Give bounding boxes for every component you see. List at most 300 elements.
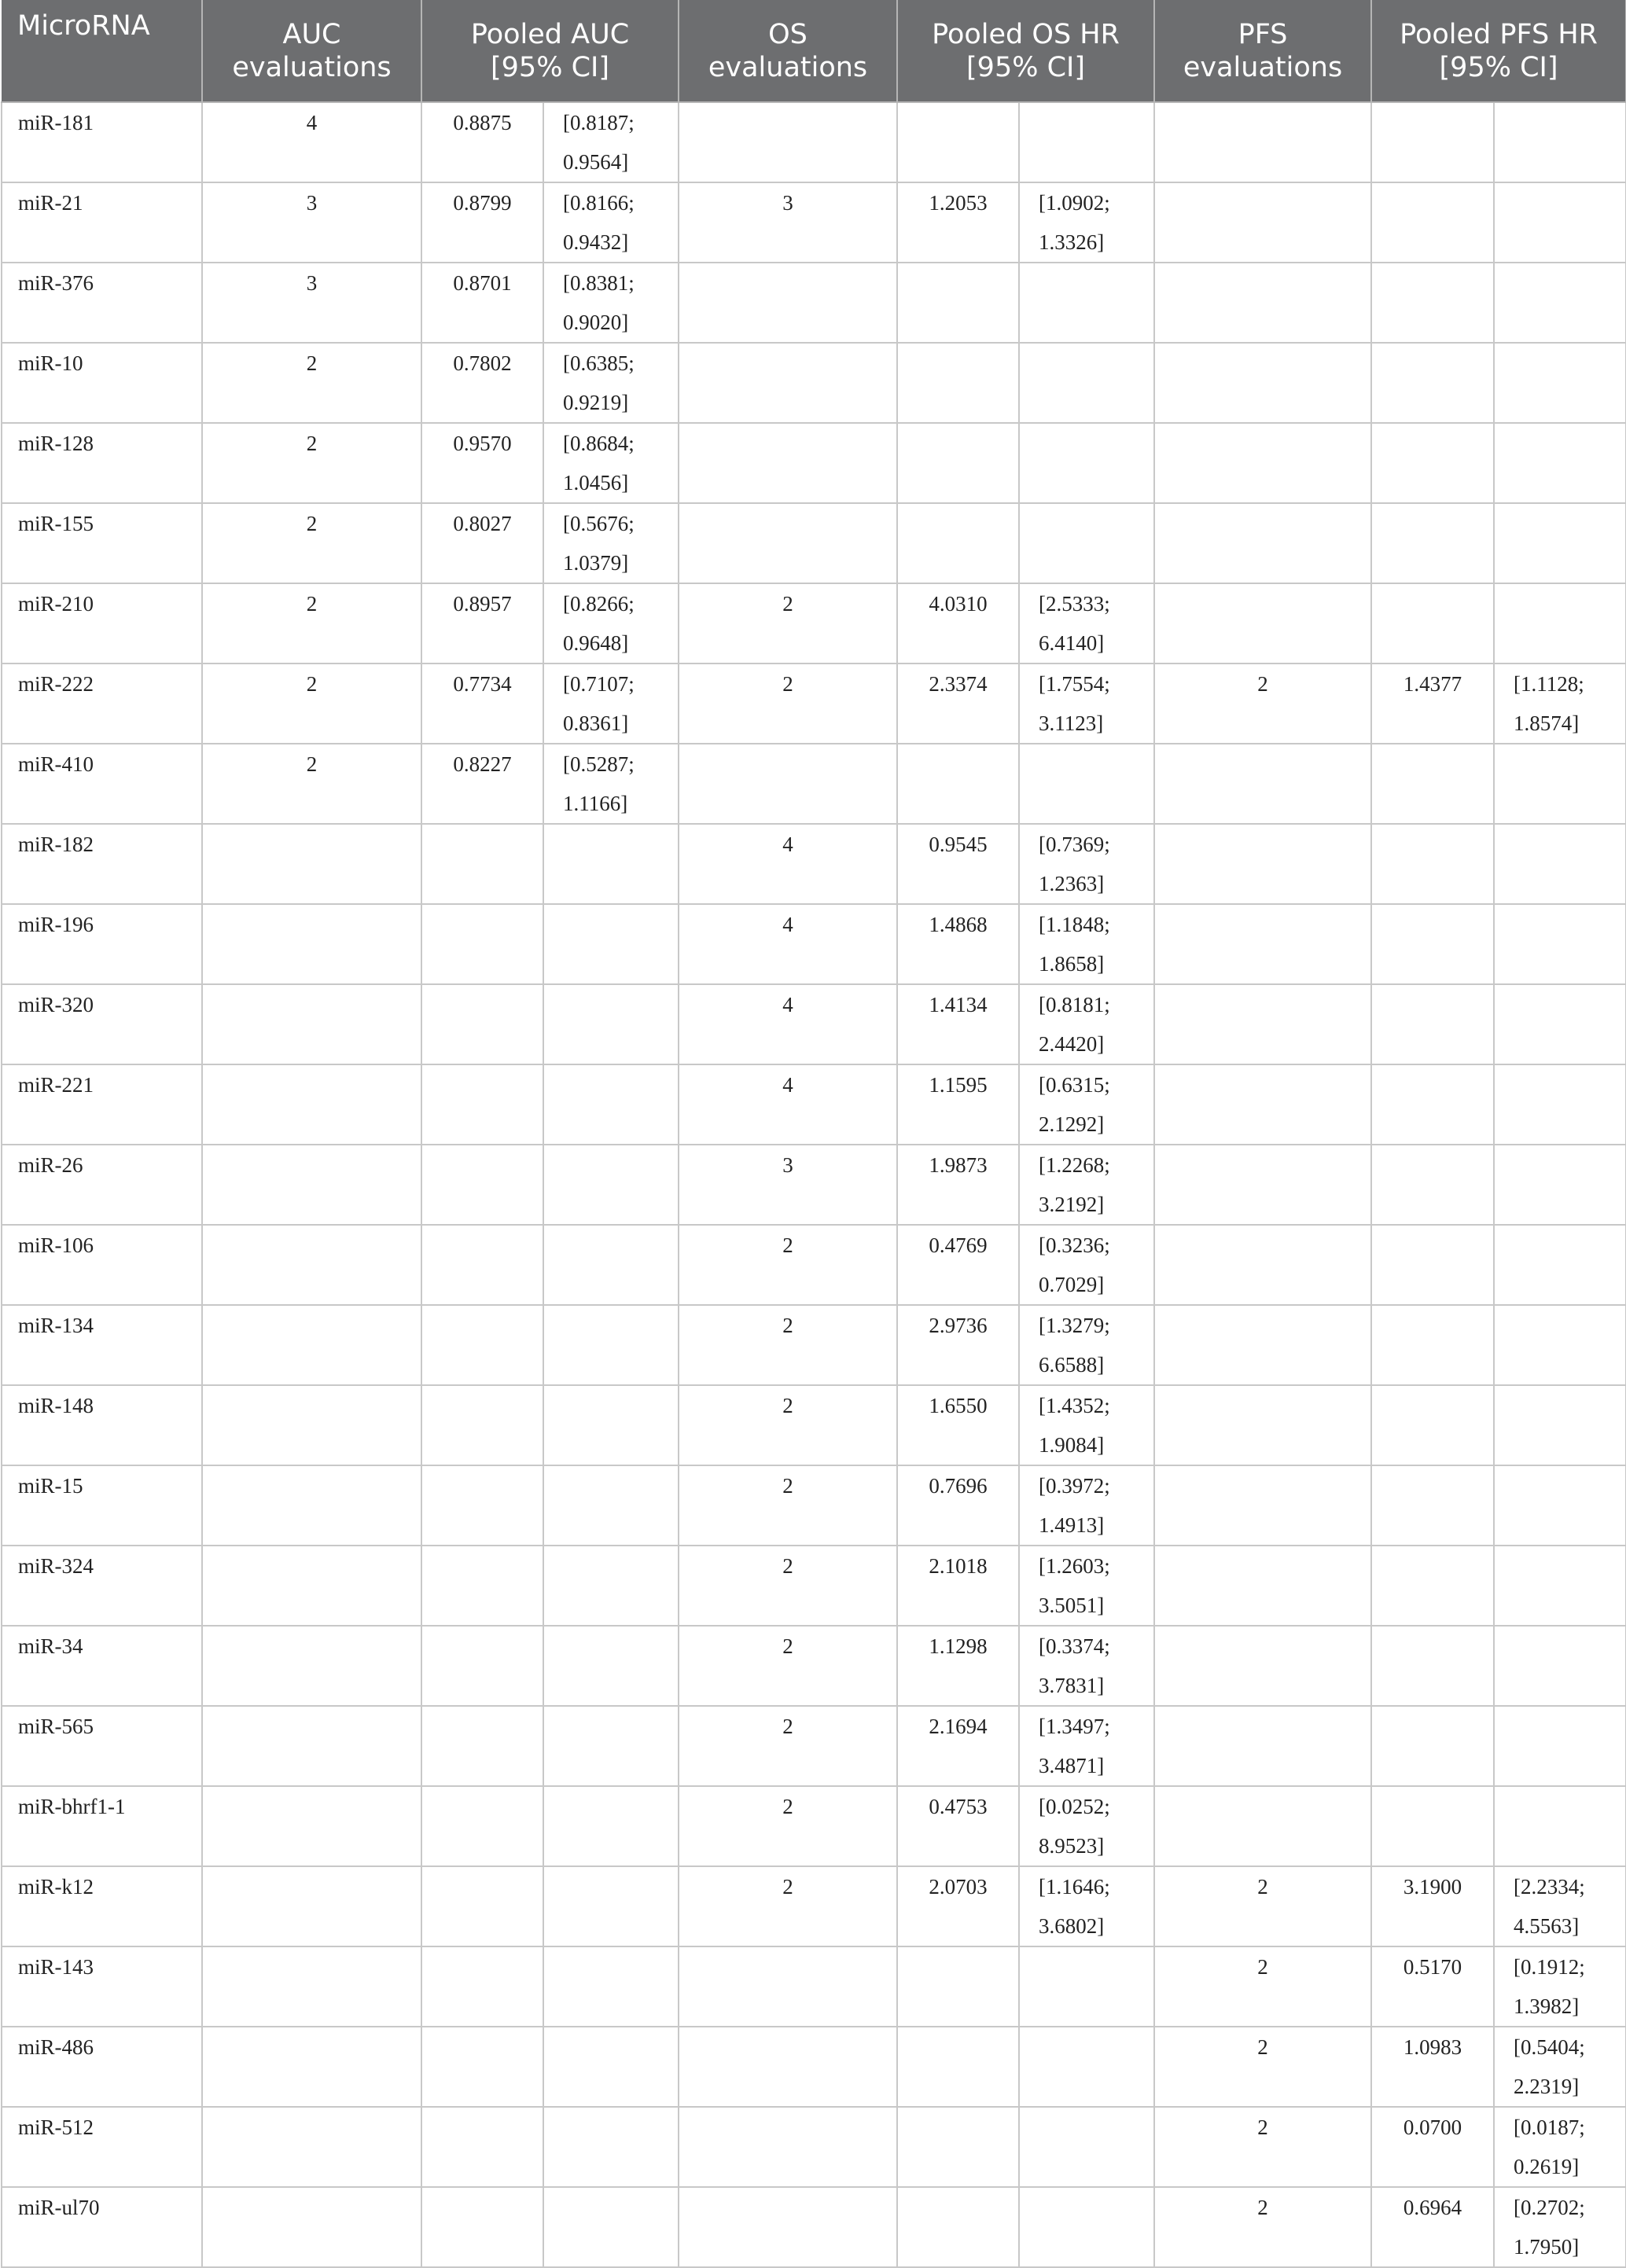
pooled-pfs-hr-ci-cell	[1494, 182, 1626, 263]
pooled-auc-cell: 0.8027	[421, 503, 543, 583]
pooled-pfs-hr-cell	[1371, 423, 1494, 503]
microrna-cell: miR-222	[2, 663, 202, 744]
auc-evaluations-cell	[202, 1946, 421, 2027]
pooled-auc-cell	[421, 1064, 543, 1145]
pooled-pfs-hr-ci-cell	[1494, 343, 1626, 423]
pfs-evaluations-cell: 2	[1154, 2187, 1371, 2267]
table-row	[2, 1866, 1626, 1946]
pooled-auc-ci-cell: [0.8166; 0.9432]	[543, 182, 679, 263]
pooled-os-hr-cell	[897, 744, 1019, 824]
pooled-os-hr-cell: 2.9736	[897, 1305, 1019, 1385]
pooled-os-hr-cell: 1.4868	[897, 904, 1019, 984]
auc-evaluations-cell	[202, 2187, 421, 2267]
microrna-cell: miR-bhrf1-1	[2, 1786, 202, 1866]
table-row	[2, 2187, 1626, 2267]
pfs-evaluations-cell	[1154, 1706, 1371, 1786]
pooled-auc-ci-cell	[543, 1385, 679, 1465]
table-row	[2, 583, 1626, 663]
pooled-os-hr-ci-cell	[1019, 2187, 1154, 2267]
pfs-evaluations-cell	[1154, 102, 1371, 182]
pooled-pfs-hr-cell: 0.5170	[1371, 1946, 1494, 2027]
pooled-os-hr-cell	[897, 503, 1019, 583]
pooled-pfs-hr-ci-cell	[1494, 1546, 1626, 1626]
pooled-auc-cell: 0.8799	[421, 182, 543, 263]
pooled-pfs-hr-cell: 0.0700	[1371, 2107, 1494, 2187]
microrna-cell: miR-182	[2, 824, 202, 904]
pooled-pfs-hr-ci-cell: [0.1912; 1.3982]	[1494, 1946, 1626, 2027]
pooled-auc-cell: 0.8227	[421, 744, 543, 824]
auc-evaluations-cell: 3	[202, 182, 421, 263]
microrna-cell: miR-34	[2, 1626, 202, 1706]
pooled-os-hr-ci-cell: [1.1646; 3.6802]	[1019, 1866, 1154, 1946]
auc-evaluations-cell	[202, 984, 421, 1064]
table-row	[2, 663, 1626, 744]
auc-evaluations-cell: 2	[202, 583, 421, 663]
auc-evaluations-cell	[202, 2107, 421, 2187]
pooled-pfs-hr-ci-cell	[1494, 263, 1626, 343]
pooled-pfs-hr-cell	[1371, 984, 1494, 1064]
table-row	[2, 263, 1626, 343]
pooled-auc-ci-cell	[543, 1626, 679, 1706]
pfs-evaluations-cell	[1154, 1626, 1371, 1706]
os-evaluations-cell	[679, 343, 897, 423]
pooled-pfs-hr-cell: 3.1900	[1371, 1866, 1494, 1946]
pooled-os-hr-ci-cell: [1.2603; 3.5051]	[1019, 1546, 1154, 1626]
pooled-pfs-hr-ci-cell	[1494, 904, 1626, 984]
table-row	[2, 1225, 1626, 1305]
pooled-os-hr-ci-cell: [1.7554; 3.1123]	[1019, 663, 1154, 744]
pooled-os-hr-cell	[897, 263, 1019, 343]
pooled-os-hr-cell	[897, 2027, 1019, 2107]
os-evaluations-cell	[679, 102, 897, 182]
pooled-pfs-hr-cell	[1371, 904, 1494, 984]
os-evaluations-cell: 2	[679, 1786, 897, 1866]
os-evaluations-cell	[679, 1946, 897, 2027]
pooled-os-hr-ci-cell: [1.3279; 6.6588]	[1019, 1305, 1154, 1385]
pooled-os-hr-cell: 4.0310	[897, 583, 1019, 663]
microrna-cell: miR-324	[2, 1546, 202, 1626]
header-pooled-auc: Pooled AUC [95% CI]	[421, 0, 679, 102]
pooled-os-hr-cell: 0.4753	[897, 1786, 1019, 1866]
pooled-auc-cell	[421, 1706, 543, 1786]
pooled-pfs-hr-ci-cell	[1494, 1786, 1626, 1866]
pooled-pfs-hr-cell	[1371, 583, 1494, 663]
pfs-evaluations-cell	[1154, 503, 1371, 583]
pooled-os-hr-ci-cell	[1019, 2027, 1154, 2107]
pooled-auc-cell	[421, 1385, 543, 1465]
microrna-cell: miR-15	[2, 1465, 202, 1546]
pfs-evaluations-cell: 2	[1154, 663, 1371, 744]
pooled-os-hr-cell: 1.1298	[897, 1626, 1019, 1706]
pooled-pfs-hr-cell	[1371, 1465, 1494, 1546]
pooled-os-hr-ci-cell: [0.7369; 1.2363]	[1019, 824, 1154, 904]
pooled-auc-cell	[421, 984, 543, 1064]
pooled-pfs-hr-cell	[1371, 1385, 1494, 1465]
table-row	[2, 824, 1626, 904]
table-row	[2, 1706, 1626, 1786]
pfs-evaluations-cell	[1154, 1385, 1371, 1465]
pooled-pfs-hr-ci-cell	[1494, 1465, 1626, 1546]
table-row	[2, 1946, 1626, 2027]
microrna-cell: miR-106	[2, 1225, 202, 1305]
pooled-pfs-hr-ci-cell	[1494, 824, 1626, 904]
pfs-evaluations-cell	[1154, 182, 1371, 263]
pooled-auc-cell	[421, 1786, 543, 1866]
pooled-auc-cell	[421, 1465, 543, 1546]
pooled-pfs-hr-ci-cell	[1494, 1626, 1626, 1706]
pooled-auc-cell	[421, 2107, 543, 2187]
pooled-pfs-hr-ci-cell	[1494, 423, 1626, 503]
pooled-auc-cell	[421, 1145, 543, 1225]
pfs-evaluations-cell	[1154, 984, 1371, 1064]
pfs-evaluations-cell: 2	[1154, 1866, 1371, 1946]
header-pooled-pfs-hr: Pooled PFS HR [95% CI]	[1371, 0, 1626, 102]
pooled-os-hr-ci-cell	[1019, 343, 1154, 423]
pfs-evaluations-cell: 2	[1154, 1946, 1371, 2027]
pooled-pfs-hr-cell	[1371, 1225, 1494, 1305]
pooled-auc-ci-cell	[543, 2187, 679, 2267]
os-evaluations-cell: 4	[679, 984, 897, 1064]
pooled-auc-cell: 0.8875	[421, 102, 543, 182]
table-row	[2, 1465, 1626, 1546]
pooled-os-hr-ci-cell	[1019, 102, 1154, 182]
header-pfs-evaluations: PFS evaluations	[1154, 0, 1371, 102]
pooled-os-hr-cell	[897, 1946, 1019, 2027]
pfs-evaluations-cell	[1154, 1546, 1371, 1626]
pfs-evaluations-cell	[1154, 1465, 1371, 1546]
pooled-auc-cell: 0.8701	[421, 263, 543, 343]
pooled-pfs-hr-cell	[1371, 1786, 1494, 1866]
pfs-evaluations-cell	[1154, 1786, 1371, 1866]
os-evaluations-cell	[679, 744, 897, 824]
pooled-os-hr-ci-cell: [0.0252; 8.9523]	[1019, 1786, 1154, 1866]
header-microrna: MicroRNA	[2, 0, 202, 102]
auc-evaluations-cell: 2	[202, 663, 421, 744]
microrna-cell: miR-ul70	[2, 2187, 202, 2267]
pooled-pfs-hr-ci-cell	[1494, 1064, 1626, 1145]
pooled-os-hr-ci-cell	[1019, 2107, 1154, 2187]
os-evaluations-cell: 2	[679, 1546, 897, 1626]
auc-evaluations-cell	[202, 1786, 421, 1866]
header-row	[2, 0, 1626, 102]
os-evaluations-cell	[679, 2187, 897, 2267]
pooled-pfs-hr-ci-cell	[1494, 744, 1626, 824]
microrna-cell: miR-134	[2, 1305, 202, 1385]
pooled-auc-cell: 0.9570	[421, 423, 543, 503]
microrna-cell: miR-196	[2, 904, 202, 984]
pfs-evaluations-cell	[1154, 824, 1371, 904]
pfs-evaluations-cell	[1154, 1305, 1371, 1385]
os-evaluations-cell: 4	[679, 904, 897, 984]
os-evaluations-cell: 4	[679, 824, 897, 904]
pooled-auc-cell	[421, 1626, 543, 1706]
auc-evaluations-cell: 2	[202, 744, 421, 824]
microrna-cell: miR-26	[2, 1145, 202, 1225]
pooled-os-hr-cell	[897, 343, 1019, 423]
pooled-os-hr-ci-cell: [1.3497; 3.4871]	[1019, 1706, 1154, 1786]
pooled-os-hr-cell: 1.4134	[897, 984, 1019, 1064]
pooled-os-hr-ci-cell: [1.1848; 1.8658]	[1019, 904, 1154, 984]
pooled-pfs-hr-cell	[1371, 102, 1494, 182]
pooled-pfs-hr-ci-cell	[1494, 1305, 1626, 1385]
pooled-auc-ci-cell: [0.8684; 1.0456]	[543, 423, 679, 503]
pooled-auc-cell	[421, 1225, 543, 1305]
pfs-evaluations-cell: 2	[1154, 2107, 1371, 2187]
microrna-cell: miR-21	[2, 182, 202, 263]
pooled-auc-ci-cell	[543, 984, 679, 1064]
pooled-os-hr-cell: 2.3374	[897, 663, 1019, 744]
microrna-cell: miR-155	[2, 503, 202, 583]
pooled-pfs-hr-cell	[1371, 182, 1494, 263]
pooled-os-hr-ci-cell	[1019, 1946, 1154, 2027]
pooled-pfs-hr-cell: 1.0983	[1371, 2027, 1494, 2107]
pfs-evaluations-cell	[1154, 343, 1371, 423]
table-row	[2, 2027, 1626, 2107]
header-auc-evaluations: AUC evaluations	[202, 0, 421, 102]
os-evaluations-cell: 2	[679, 663, 897, 744]
pooled-auc-ci-cell: [0.8187; 0.9564]	[543, 102, 679, 182]
microrna-cell: miR-486	[2, 2027, 202, 2107]
microrna-cell: miR-181	[2, 102, 202, 182]
pooled-os-hr-cell	[897, 423, 1019, 503]
pooled-pfs-hr-ci-cell: [1.1128; 1.8574]	[1494, 663, 1626, 744]
pooled-auc-cell: 0.7734	[421, 663, 543, 744]
pooled-os-hr-cell: 1.1595	[897, 1064, 1019, 1145]
auc-evaluations-cell	[202, 1626, 421, 1706]
pooled-auc-ci-cell	[543, 1866, 679, 1946]
auc-evaluations-cell	[202, 1145, 421, 1225]
pooled-pfs-hr-ci-cell	[1494, 102, 1626, 182]
pooled-pfs-hr-cell	[1371, 744, 1494, 824]
pfs-evaluations-cell	[1154, 1064, 1371, 1145]
pooled-os-hr-cell: 2.1018	[897, 1546, 1019, 1626]
table-row	[2, 423, 1626, 503]
table-row	[2, 904, 1626, 984]
pooled-auc-ci-cell: [0.8266; 0.9648]	[543, 583, 679, 663]
table-row	[2, 1305, 1626, 1385]
microrna-cell: miR-210	[2, 583, 202, 663]
table-row	[2, 2107, 1626, 2187]
pooled-auc-ci-cell: [0.5676; 1.0379]	[543, 503, 679, 583]
pooled-os-hr-cell: 0.4769	[897, 1225, 1019, 1305]
os-evaluations-cell: 2	[679, 1626, 897, 1706]
pooled-auc-ci-cell	[543, 1946, 679, 2027]
auc-evaluations-cell: 2	[202, 423, 421, 503]
auc-evaluations-cell: 2	[202, 503, 421, 583]
pfs-evaluations-cell	[1154, 744, 1371, 824]
pfs-evaluations-cell	[1154, 583, 1371, 663]
pooled-os-hr-ci-cell: [1.0902; 1.3326]	[1019, 182, 1154, 263]
pooled-auc-cell	[421, 1946, 543, 2027]
auc-evaluations-cell	[202, 1706, 421, 1786]
os-evaluations-cell: 2	[679, 1706, 897, 1786]
microrna-table	[1, 0, 1626, 2268]
pooled-pfs-hr-ci-cell: [0.2702; 1.7950]	[1494, 2187, 1626, 2267]
pooled-auc-ci-cell	[543, 1786, 679, 1866]
pooled-auc-cell	[421, 1866, 543, 1946]
pooled-os-hr-cell: 1.2053	[897, 182, 1019, 263]
auc-evaluations-cell: 4	[202, 102, 421, 182]
pooled-pfs-hr-ci-cell	[1494, 583, 1626, 663]
pooled-os-hr-ci-cell	[1019, 744, 1154, 824]
pooled-auc-cell	[421, 824, 543, 904]
pooled-os-hr-ci-cell: [2.5333; 6.4140]	[1019, 583, 1154, 663]
os-evaluations-cell: 2	[679, 1866, 897, 1946]
pooled-os-hr-cell: 2.0703	[897, 1866, 1019, 1946]
pooled-os-hr-ci-cell: [0.8181; 2.4420]	[1019, 984, 1154, 1064]
pooled-pfs-hr-cell	[1371, 1706, 1494, 1786]
pooled-pfs-hr-cell	[1371, 824, 1494, 904]
pooled-auc-cell	[421, 1305, 543, 1385]
pooled-pfs-hr-ci-cell	[1494, 1385, 1626, 1465]
table-row	[2, 1145, 1626, 1225]
table-row	[2, 102, 1626, 182]
microrna-cell: miR-143	[2, 1946, 202, 2027]
pooled-pfs-hr-cell	[1371, 1626, 1494, 1706]
auc-evaluations-cell	[202, 2027, 421, 2107]
pooled-os-hr-ci-cell: [0.3972; 1.4913]	[1019, 1465, 1154, 1546]
pooled-pfs-hr-cell	[1371, 263, 1494, 343]
os-evaluations-cell	[679, 2107, 897, 2187]
table-row	[2, 182, 1626, 263]
os-evaluations-cell: 3	[679, 182, 897, 263]
os-evaluations-cell	[679, 503, 897, 583]
table-row	[2, 744, 1626, 824]
auc-evaluations-cell	[202, 1305, 421, 1385]
auc-evaluations-cell	[202, 1546, 421, 1626]
pooled-pfs-hr-ci-cell: [2.2334; 4.5563]	[1494, 1866, 1626, 1946]
pooled-auc-ci-cell	[543, 904, 679, 984]
pooled-os-hr-ci-cell: [1.2268; 3.2192]	[1019, 1145, 1154, 1225]
pooled-pfs-hr-cell	[1371, 1305, 1494, 1385]
table-row	[2, 343, 1626, 423]
pooled-auc-ci-cell: [0.5287; 1.1166]	[543, 744, 679, 824]
table-row	[2, 503, 1626, 583]
pooled-auc-ci-cell: [0.6385; 0.9219]	[543, 343, 679, 423]
auc-evaluations-cell: 3	[202, 263, 421, 343]
auc-evaluations-cell: 2	[202, 343, 421, 423]
table-row	[2, 1064, 1626, 1145]
pooled-pfs-hr-ci-cell: [0.0187; 0.2619]	[1494, 2107, 1626, 2187]
header-pooled-os-hr: Pooled OS HR [95% CI]	[897, 0, 1154, 102]
pooled-pfs-hr-cell	[1371, 1145, 1494, 1225]
pfs-evaluations-cell	[1154, 1145, 1371, 1225]
pooled-os-hr-ci-cell: [0.6315; 2.1292]	[1019, 1064, 1154, 1145]
microrna-cell: miR-410	[2, 744, 202, 824]
table-row	[2, 1546, 1626, 1626]
os-evaluations-cell	[679, 2027, 897, 2107]
pooled-auc-ci-cell	[543, 2027, 679, 2107]
os-evaluations-cell: 4	[679, 1064, 897, 1145]
pooled-auc-ci-cell	[543, 1465, 679, 1546]
table-header	[2, 0, 1626, 102]
microrna-cell: miR-10	[2, 343, 202, 423]
pooled-auc-ci-cell	[543, 1305, 679, 1385]
pooled-pfs-hr-cell	[1371, 1546, 1494, 1626]
microrna-cell: miR-148	[2, 1385, 202, 1465]
table-body	[2, 102, 1626, 2267]
pooled-os-hr-ci-cell: [0.3374; 3.7831]	[1019, 1626, 1154, 1706]
pfs-evaluations-cell	[1154, 1225, 1371, 1305]
pooled-os-hr-ci-cell	[1019, 503, 1154, 583]
pooled-os-hr-cell: 2.1694	[897, 1706, 1019, 1786]
pooled-auc-cell	[421, 1546, 543, 1626]
header-os-evaluations: OS evaluations	[679, 0, 897, 102]
pooled-os-hr-cell: 1.6550	[897, 1385, 1019, 1465]
pooled-os-hr-cell	[897, 2187, 1019, 2267]
pooled-os-hr-cell: 1.9873	[897, 1145, 1019, 1225]
pooled-auc-cell: 0.8957	[421, 583, 543, 663]
microrna-cell: miR-k12	[2, 1866, 202, 1946]
auc-evaluations-cell	[202, 1465, 421, 1546]
os-evaluations-cell: 2	[679, 1225, 897, 1305]
microrna-cell: miR-221	[2, 1064, 202, 1145]
auc-evaluations-cell	[202, 824, 421, 904]
pooled-pfs-hr-cell: 1.4377	[1371, 663, 1494, 744]
pooled-os-hr-cell: 0.9545	[897, 824, 1019, 904]
microrna-cell: miR-320	[2, 984, 202, 1064]
table-row	[2, 1385, 1626, 1465]
pooled-auc-ci-cell: [0.7107; 0.8361]	[543, 663, 679, 744]
pooled-auc-ci-cell	[543, 2107, 679, 2187]
pooled-auc-ci-cell	[543, 1706, 679, 1786]
pooled-os-hr-cell: 0.7696	[897, 1465, 1019, 1546]
pooled-auc-ci-cell: [0.8381; 0.9020]	[543, 263, 679, 343]
pooled-os-hr-ci-cell	[1019, 423, 1154, 503]
table-row	[2, 984, 1626, 1064]
pooled-os-hr-cell	[897, 2107, 1019, 2187]
pfs-evaluations-cell	[1154, 423, 1371, 503]
pooled-pfs-hr-ci-cell	[1494, 1706, 1626, 1786]
auc-evaluations-cell	[202, 1866, 421, 1946]
pooled-pfs-hr-cell: 0.6964	[1371, 2187, 1494, 2267]
pooled-pfs-hr-ci-cell	[1494, 1225, 1626, 1305]
table-row	[2, 1786, 1626, 1866]
pooled-auc-cell	[421, 904, 543, 984]
microrna-cell: miR-376	[2, 263, 202, 343]
pooled-os-hr-ci-cell	[1019, 263, 1154, 343]
pooled-auc-cell	[421, 2027, 543, 2107]
auc-evaluations-cell	[202, 904, 421, 984]
microrna-cell: miR-128	[2, 423, 202, 503]
pooled-os-hr-cell	[897, 102, 1019, 182]
pooled-pfs-hr-ci-cell: [0.5404; 2.2319]	[1494, 2027, 1626, 2107]
pooled-auc-cell	[421, 2187, 543, 2267]
pfs-evaluations-cell	[1154, 904, 1371, 984]
pooled-pfs-hr-ci-cell	[1494, 503, 1626, 583]
os-evaluations-cell	[679, 263, 897, 343]
os-evaluations-cell	[679, 423, 897, 503]
pfs-evaluations-cell: 2	[1154, 2027, 1371, 2107]
pooled-auc-ci-cell	[543, 1145, 679, 1225]
os-evaluations-cell: 2	[679, 1305, 897, 1385]
pooled-os-hr-ci-cell: [1.4352; 1.9084]	[1019, 1385, 1154, 1465]
microrna-cell: miR-565	[2, 1706, 202, 1786]
pooled-auc-ci-cell	[543, 824, 679, 904]
pooled-auc-ci-cell	[543, 1546, 679, 1626]
auc-evaluations-cell	[202, 1225, 421, 1305]
pooled-pfs-hr-ci-cell	[1494, 984, 1626, 1064]
pooled-os-hr-ci-cell: [0.3236; 0.7029]	[1019, 1225, 1154, 1305]
pooled-pfs-hr-ci-cell	[1494, 1145, 1626, 1225]
pooled-pfs-hr-cell	[1371, 343, 1494, 423]
os-evaluations-cell: 2	[679, 583, 897, 663]
pooled-auc-cell: 0.7802	[421, 343, 543, 423]
auc-evaluations-cell	[202, 1385, 421, 1465]
os-evaluations-cell: 2	[679, 1385, 897, 1465]
microrna-cell: miR-512	[2, 2107, 202, 2187]
pooled-pfs-hr-cell	[1371, 503, 1494, 583]
